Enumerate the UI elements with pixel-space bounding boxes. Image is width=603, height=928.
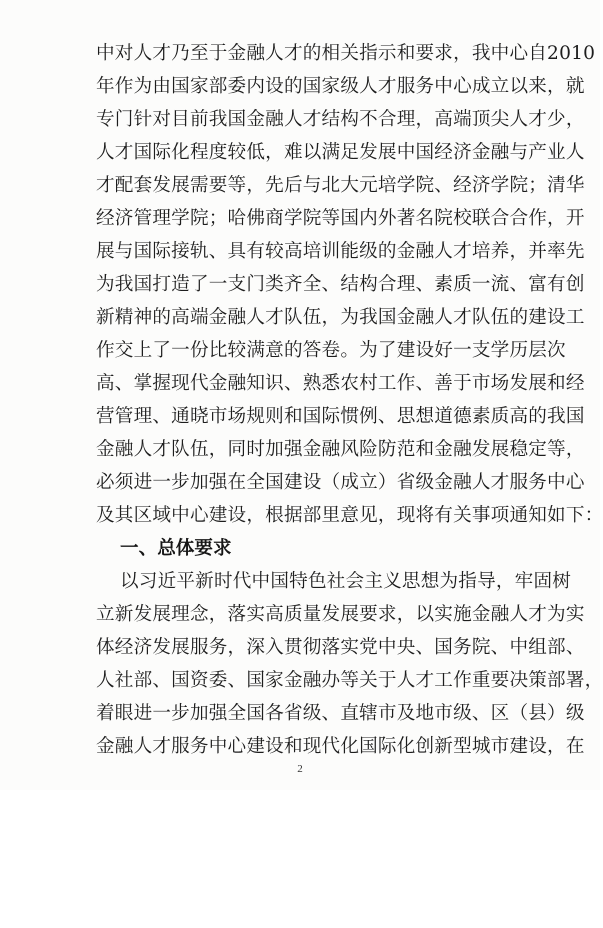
text-line: 立新发展理念，落实高质量发展要求，以实施金融人才为实 bbox=[96, 604, 585, 625]
text-line: 中对人才乃至于金融人才的相关指示和要求，我中心自2010 bbox=[96, 43, 596, 64]
page-number: 2 bbox=[297, 763, 303, 775]
text-line: 及其区域中心建设，根据部里意见，现将有关事项通知如下： bbox=[96, 505, 603, 526]
text-line: 才配套发展需要等，先后与北大元培学院、经济学院；清华 bbox=[96, 175, 585, 196]
text-line: 为我国打造了一支门类齐全、结构合理、素质一流、富有创 bbox=[96, 274, 585, 295]
text-line: 经济管理学院；哈佛商学院等国内外著名院校联合合作，开 bbox=[96, 208, 585, 229]
text-line: 体经济发展服务，深入贯彻落实党中央、国务院、中组部、 bbox=[96, 637, 585, 658]
text-line: 必须进一步加强在全国建设（成立）省级金融人才服务中心 bbox=[96, 472, 585, 493]
text-line: 人才国际化程度较低，难以满足发展中国经济金融与产业人 bbox=[96, 142, 585, 163]
text-line: 以习近平新时代中国特色社会主义思想为指导，牢固树 bbox=[120, 571, 572, 592]
text-line: 金融人才服务中心建设和现代化国际化创新型城市建设，在 bbox=[96, 736, 585, 757]
text-line: 展与国际接轨、具有较高培训能级的金融人才培养，并率先 bbox=[96, 241, 585, 262]
text-line: 着眼进一步加强全国各省级、直辖市及地市级、区（县）级 bbox=[96, 703, 585, 724]
text-line: 专门针对目前我国金融人才结构不合理，高端顶尖人才少， bbox=[96, 109, 585, 130]
text-line: 营管理、通晓市场规则和国际惯例、思想道德素质高的我国 bbox=[96, 406, 585, 427]
text-line: 人社部、国资委、国家金融办等关于人才工作重要决策部署， bbox=[96, 670, 603, 691]
text-line: 金融人才队伍，同时加强金融风险防范和金融发展稳定等， bbox=[96, 439, 585, 460]
text-line: 新精神的高端金融人才队伍，为我国金融人才队伍的建设工 bbox=[96, 307, 585, 328]
text-line: 作交上了一份比较满意的答卷。为了建设好一支学历层次 bbox=[96, 340, 566, 361]
text-line: 高、掌握现代金融知识、熟悉农村工作、善于市场发展和经 bbox=[96, 373, 585, 394]
text-line: 年作为由国家部委内设的国家级人才服务中心成立以来，就 bbox=[96, 76, 585, 97]
section-heading: 一、总体要求 bbox=[120, 538, 232, 559]
